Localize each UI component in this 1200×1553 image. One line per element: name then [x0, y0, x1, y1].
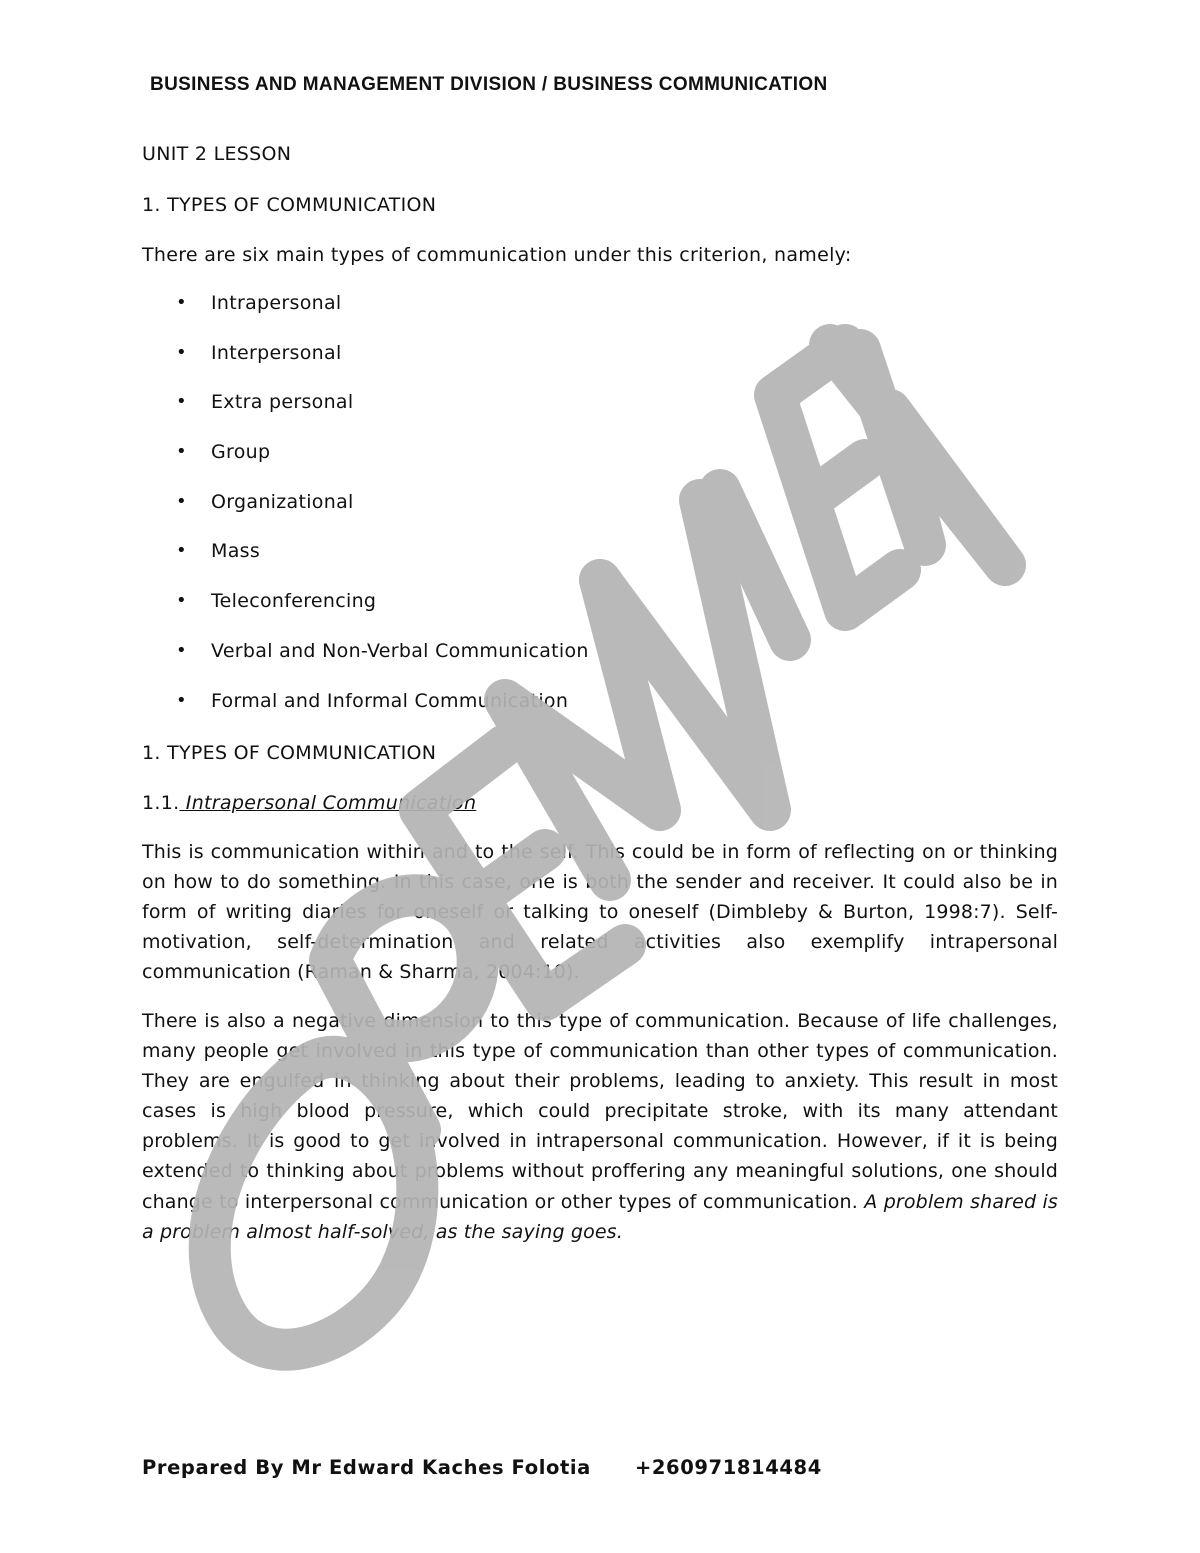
bullet-icon: •	[176, 590, 187, 612]
intro-text: There are six main types of communication under this criterion, namely:	[142, 244, 852, 266]
bullet-icon: •	[176, 391, 187, 413]
unit-title: UNIT 2 LESSON	[142, 143, 292, 165]
list-item	[142, 587, 1058, 615]
list-item	[142, 687, 1058, 715]
list-item-label: Interpersonal	[211, 341, 342, 364]
list-item-label: Organizational	[211, 490, 354, 513]
paragraph-negative-dimension	[142, 1006, 1058, 1247]
bullet-icon: •	[176, 639, 187, 661]
bullet-icon: •	[176, 689, 187, 711]
list-item-label: Formal and Informal Communication	[211, 689, 569, 712]
list-item	[142, 339, 1058, 367]
bullet-icon: •	[176, 540, 187, 562]
list-item	[142, 438, 1058, 466]
paragraph-text: There is also a negative dimension to this type of communication. Because of life challenges, many people get involved in this type of communication than other types of communication. They are engulfed in thinking about their problems, leading to anxiety. This result in most cases is high blood pressure, which could precipitate stroke, with its many attendant problems. It is good to get involved in intrapersonal communication. However, if it is being extended to thinking about problems without proffering any meaningful solutions, one should change to interpersonal communication or other types of communication.	[142, 1009, 1058, 1213]
section-heading-types: 1. TYPES OF COMMUNICATION	[142, 194, 437, 216]
document-body	[142, 140, 1058, 1266]
list-item	[142, 488, 1058, 516]
list-item	[142, 388, 1058, 416]
page-header-title: BUSINESS AND MANAGEMENT DIVISION / BUSINESS COMMUNICATION	[150, 74, 828, 95]
saying-quote: A problem shared is a problem almost half-solved, as the saying goes.	[142, 1190, 1058, 1243]
paragraph-intrapersonal-definition: This is communication within and to the self. This could be in form of reflecting on or thinking on how to do something. In this case, one is both the sender and receiver. It could also be in form of writing diaries for oneself or talking to oneself (Dimbleby & Burton, 1998:7). Self-motivation, self-determination and related activities also exemplify intrapersonal communication (Raman & Sharma, 2004:10).	[142, 840, 1058, 983]
list-item	[142, 537, 1058, 565]
list-item-label: Teleconferencing	[211, 590, 377, 613]
subsection-title: Intrapersonal Communication	[179, 791, 477, 814]
bullet-icon: •	[176, 490, 187, 512]
types-list	[142, 289, 1058, 715]
subsection-number: 1.1.	[142, 791, 180, 814]
footer-phone: +260971814484	[634, 1456, 822, 1479]
bullet-icon: •	[176, 341, 187, 363]
list-item-label: Verbal and Non-Verbal Communication	[211, 639, 589, 662]
bullet-icon: •	[176, 441, 187, 463]
list-item-label: Extra personal	[211, 391, 354, 414]
footer-author: Prepared By Mr Edward Kaches Folotia	[142, 1456, 591, 1479]
list-item-label: Group	[211, 441, 271, 464]
list-item	[142, 637, 1058, 665]
subsection-heading	[142, 789, 1058, 817]
page-footer	[142, 1456, 822, 1479]
list-item-label: Intrapersonal	[211, 292, 342, 314]
list-item	[142, 289, 1058, 317]
list-item-label: Mass	[211, 540, 261, 563]
section-heading-types-repeat: 1. TYPES OF COMMUNICATION	[142, 741, 437, 764]
bullet-icon: •	[176, 292, 187, 313]
